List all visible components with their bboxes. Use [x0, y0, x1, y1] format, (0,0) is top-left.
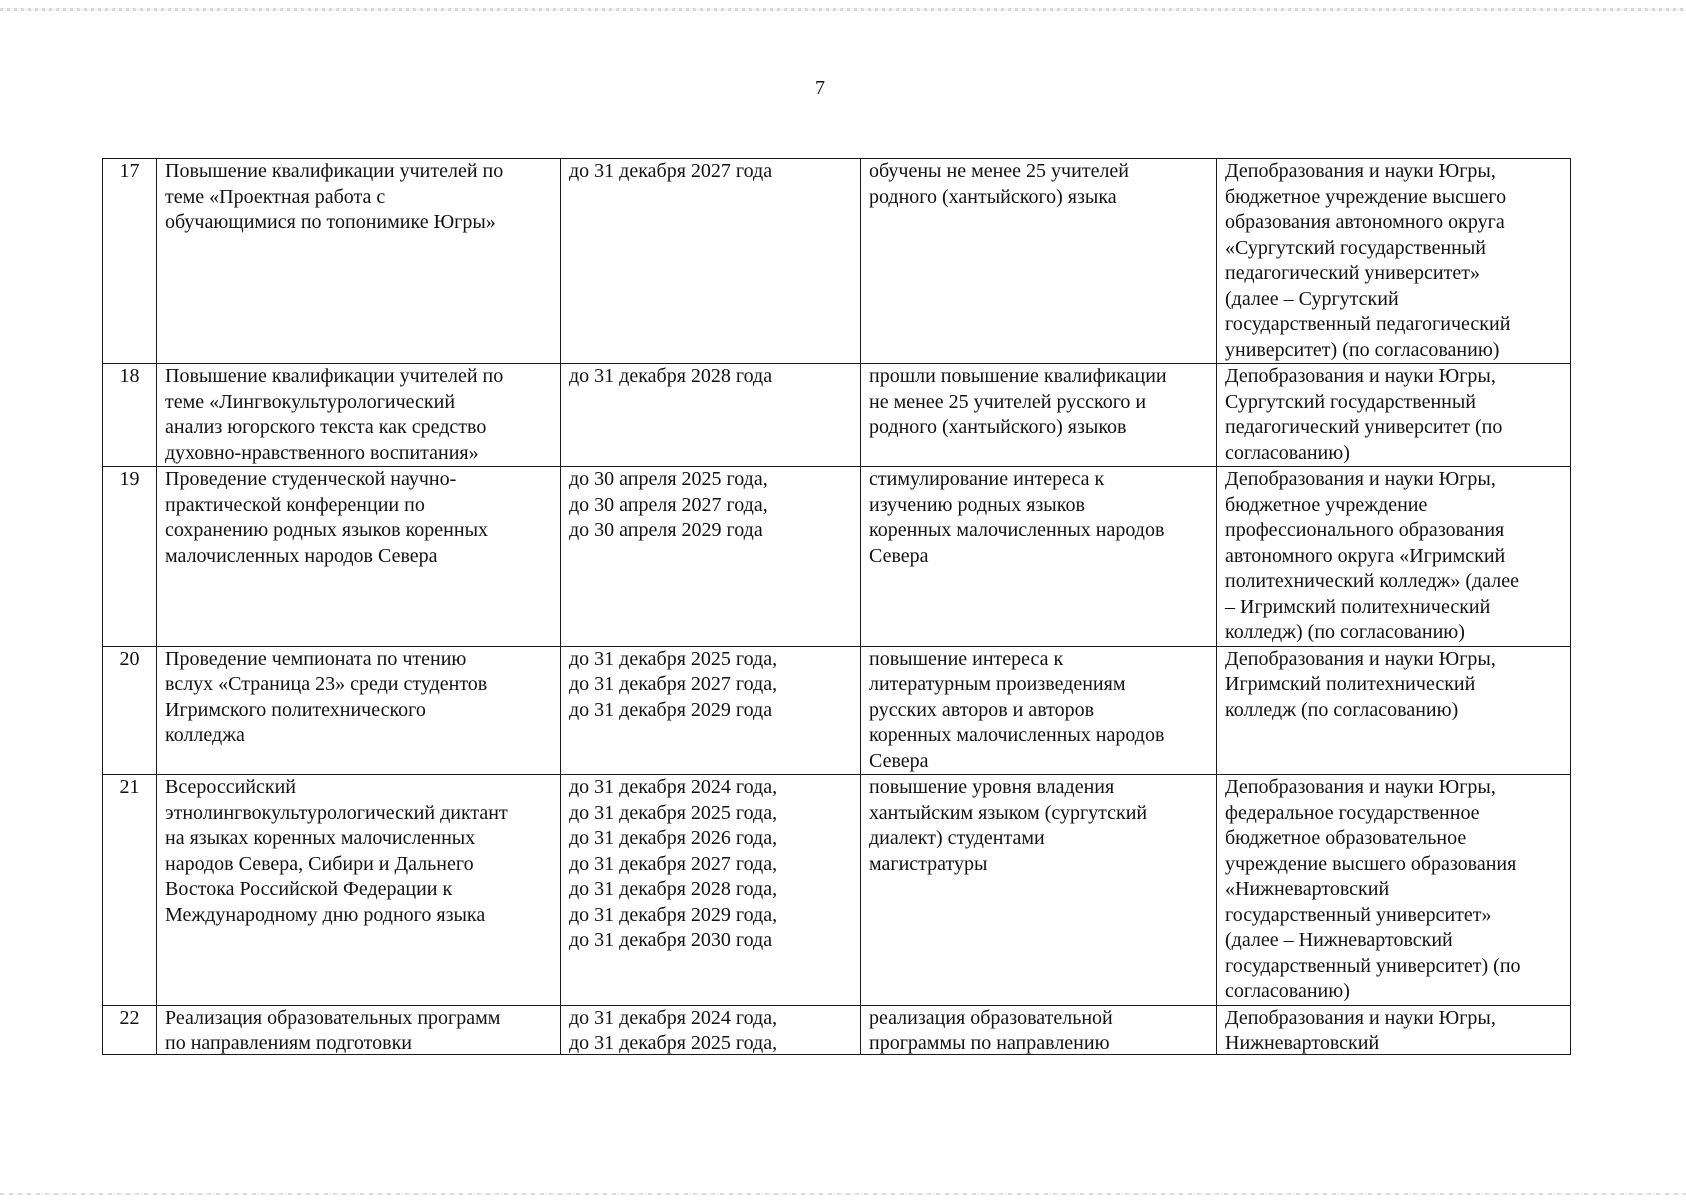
event-text: Проведение студенческой научно- практической конференции по сохранению родных языков коренных малочисленных народов Севера	[165, 468, 489, 567]
event-text: Реализация образовательных программ по направлениям подготовки	[165, 1006, 501, 1054]
result-text: реализация образовательной программы по направлению	[869, 1006, 1113, 1054]
deadline-cell	[561, 364, 861, 467]
deadline-cell	[561, 467, 861, 647]
event-cell	[157, 159, 561, 364]
deadline-text: до 30 апреля 2025 года, до 30 апреля 2027 года, до 30 апреля 2029 года	[569, 468, 768, 541]
row-number-cell	[103, 159, 157, 364]
row-number-cell	[103, 775, 157, 1006]
deadline-cell	[561, 646, 861, 775]
event-cell	[157, 775, 561, 1006]
responsible-text: Депобразования и науки Югры, Сургутский государственный педагогический университет (по согласованию)	[1225, 365, 1503, 464]
event-text: Повышение квалификации учителей по теме «Проектная работа с обучающимися по топонимике Югры»	[165, 160, 504, 233]
responsible-text: Депобразования и науки Югры, бюджетное учреждение профессионального образования автономного округа «Игримский политехнический колледж» (далее – Игримский политехнический колледж) (по согласованию)	[1225, 468, 1519, 643]
result-text: повышение интереса к литературным произведениям русских авторов и авторов коренных малочисленных народов Севера	[869, 647, 1165, 772]
responsible-cell	[1217, 159, 1571, 364]
table-row	[103, 159, 1571, 364]
row-number-cell	[103, 646, 157, 775]
table-row	[103, 775, 1571, 1006]
table-row	[103, 1005, 1571, 1054]
event-cell	[157, 364, 561, 467]
responsible-cell	[1217, 467, 1571, 647]
event-cell	[157, 467, 561, 647]
responsible-cell	[1217, 364, 1571, 467]
row-number: 22	[119, 1006, 140, 1029]
deadline-text: до 31 декабря 2028 года	[569, 365, 773, 387]
row-number: 21	[119, 776, 140, 798]
table-row	[103, 467, 1571, 647]
row-number: 19	[119, 468, 140, 490]
table-row	[103, 364, 1571, 467]
table-row	[103, 646, 1571, 775]
event-text: Повышение квалификации учителей по теме «Лингвокультурологический анализ югорского текста как средство духовно-нравственного воспитания»	[165, 365, 504, 464]
result-text: повышение уровня владения хантыйским языком (сургутский диалект) студентами магистратуры	[869, 776, 1148, 875]
row-number: 18	[119, 365, 140, 387]
event-text: Проведение чемпионата по чтению вслух «Страница 23» среди студентов Игримского политехнического колледжа	[165, 647, 488, 746]
result-cell	[861, 775, 1217, 1006]
deadline-text: до 31 декабря 2027 года	[569, 160, 773, 182]
row-number-cell	[103, 467, 157, 647]
row-number: 20	[119, 647, 140, 670]
result-cell	[861, 364, 1217, 467]
deadline-text: до 31 декабря 2024 года, до 31 декабря 2025 года, до 31 декабря 2026 года, до 31 декабря 2027 года, до 31 декабря 2028 года, до 31 декабря 2029 года, до 31 декабря 2030 года	[569, 776, 778, 951]
result-text: обучены не менее 25 учителей родного (хантыйского) языка	[869, 160, 1129, 208]
event-text: Всероссийский этнолингвокультурологический диктант на языках коренных малочисленных народов Севера, Сибири и Дальнего Востока Российской Федерации к Международному дню родного языка	[165, 776, 508, 926]
responsible-text: Депобразования и науки Югры, Нижневартовский	[1225, 1006, 1496, 1054]
page-number: 7	[815, 77, 825, 99]
result-cell	[861, 1005, 1217, 1054]
responsible-cell	[1217, 1005, 1571, 1054]
row-number-cell	[103, 364, 157, 467]
deadline-cell	[561, 159, 861, 364]
row-number-cell	[103, 1005, 157, 1054]
deadline-text: до 31 декабря 2024 года, до 31 декабря 2025 года,	[569, 1006, 778, 1054]
event-cell	[157, 646, 561, 775]
responsible-text: Депобразования и науки Югры, Игримский политехнический колледж (по согласованию)	[1225, 647, 1496, 721]
scan-edge-top	[0, 8, 1686, 11]
result-text: прошли повышение квалификации не менее 25 учителей русского и родного (хантыйского) языков	[869, 365, 1167, 438]
deadline-cell	[561, 775, 861, 1006]
responsible-text: Депобразования и науки Югры, бюджетное учреждение высшего образования автономного округа «Сургутский государственный педагогический университет» (далее – Сургутский государственный педагогический университет) (по согласованию)	[1225, 160, 1511, 361]
result-cell	[861, 467, 1217, 647]
responsible-cell	[1217, 646, 1571, 775]
result-text: стимулирование интереса к изучению родных языков коренных малочисленных народов Севера	[869, 468, 1165, 567]
deadline-text: до 31 декабря 2025 года, до 31 декабря 2027 года, до 31 декабря 2029 года	[569, 647, 778, 721]
deadline-cell	[561, 1005, 861, 1054]
row-number: 17	[119, 160, 140, 182]
scan-edge-bottom	[0, 1193, 1686, 1195]
responsible-text: Депобразования и науки Югры, федеральное государственное бюджетное образовательное учреждение высшего образования «Нижневартовский государственный университет» (далее – Нижневартовский государственный университет) (по согласованию)	[1225, 776, 1521, 1002]
event-cell	[157, 1005, 561, 1054]
responsible-cell	[1217, 775, 1571, 1006]
activity-plan-table	[102, 158, 1571, 1055]
result-cell	[861, 159, 1217, 364]
result-cell	[861, 646, 1217, 775]
